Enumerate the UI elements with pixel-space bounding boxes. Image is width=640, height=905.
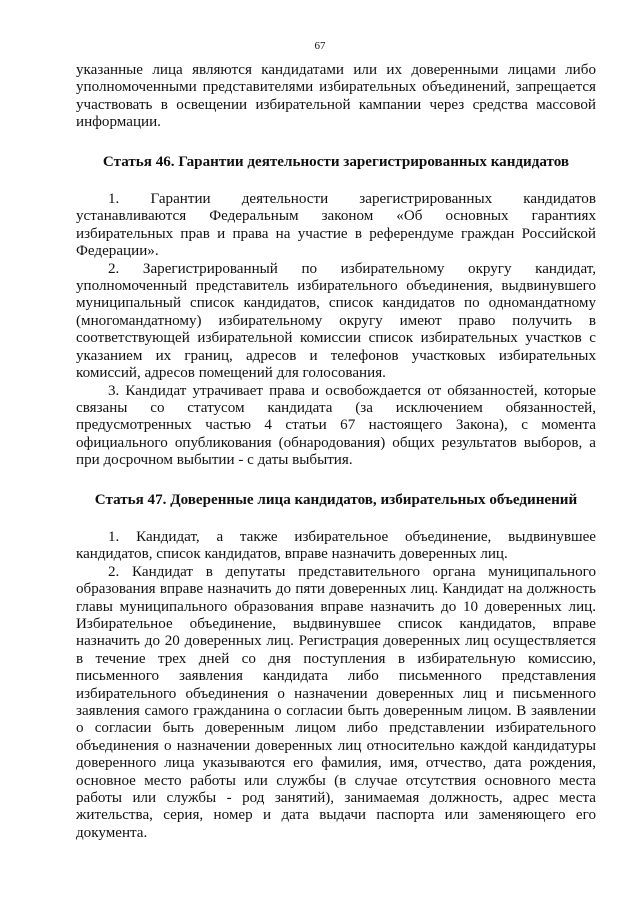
article-47-paragraph-1: 1. Кандидат, а также избирательное объединение, выдвинувшее кандидатов, список кандидатов, вправе назначить доверенных лиц.: [76, 528, 596, 563]
article-46-heading: Статья 46. Гарантии деятельности зарегистрированных кандидатов: [102, 153, 570, 170]
page-number: 67: [314, 40, 326, 52]
article-47-heading: Статья 47. Доверенные лица кандидатов, избирательных объединений: [94, 491, 578, 508]
article-46-paragraph-1: 1. Гарантии деятельности зарегистрированных кандидатов устанавливаются Федеральным законом «Об основных гарантиях избирательных прав и права на участие в референдуме граждан Российской Федерации».: [76, 191, 596, 260]
article-47-paragraph-2: 2. Кандидат в депутаты представительного органа муниципального образования вправе назначить до пяти доверенных лиц. Кандидат на должность главы муниципального образования вправе назначить до 10 доверенных лиц. Избирательное объединение, выдвинувшее список кандидатов, вправе назначить до 20 доверенных лиц. Регистрация доверенных лиц осуществляется в течение трех дней со дня поступления в избирательную комиссию, письменного заявления кандидата либо письменного представления избирательного объединения о назначении доверенных лиц и письменного заявления самого гражданина о согласии быть доверенным лицом. В заявлении о согласии быть доверенным лицом либо представлении избирательного объединения о назначении доверенных лиц относительно каждой кандидатуры доверенного лица указываются его фамилия, имя, отчество, дата рождения, основное место работы или службы (в случае отсутствия основного места работы или службы - род занятий), занимаемая должность, адрес места жительства, серия, номер и дата выдачи паспорта или заменяющего его документа.: [76, 563, 596, 841]
page-content: [76, 62, 596, 842]
intro-paragraph: указанные лица являются кандидатами или их доверенными лицами либо уполномоченными представителями избирательных объединений, запрещается участвовать в освещении избирательной кампании через средства массовой информации.: [76, 62, 596, 131]
article-46-paragraph-3: 3. Кандидат утрачивает права и освобождается от обязанностей, которые связаны со статусом кандидата (за исключением обязанностей, предусмотренных частью 4 статьи 67 настоящего Закона), с момента официального опубликования (обнародования) общих результатов выборов, а при досрочном выбытии - с даты выбытия.: [76, 382, 596, 469]
article-46-paragraph-2: 2. Зарегистрированный по избирательному округу кандидат, уполномоченный представитель избирательного объединения, выдвинувшего муниципальный список кандидатов, список кандидатов по одномандатному (многомандатному) избирательному округу имеют право получить в соответствующей избирательной комиссии список избирательных участков с указанием их границ, адресов и телефонов участковых избирательных комиссий, адресов помещений для голосования.: [76, 260, 596, 382]
